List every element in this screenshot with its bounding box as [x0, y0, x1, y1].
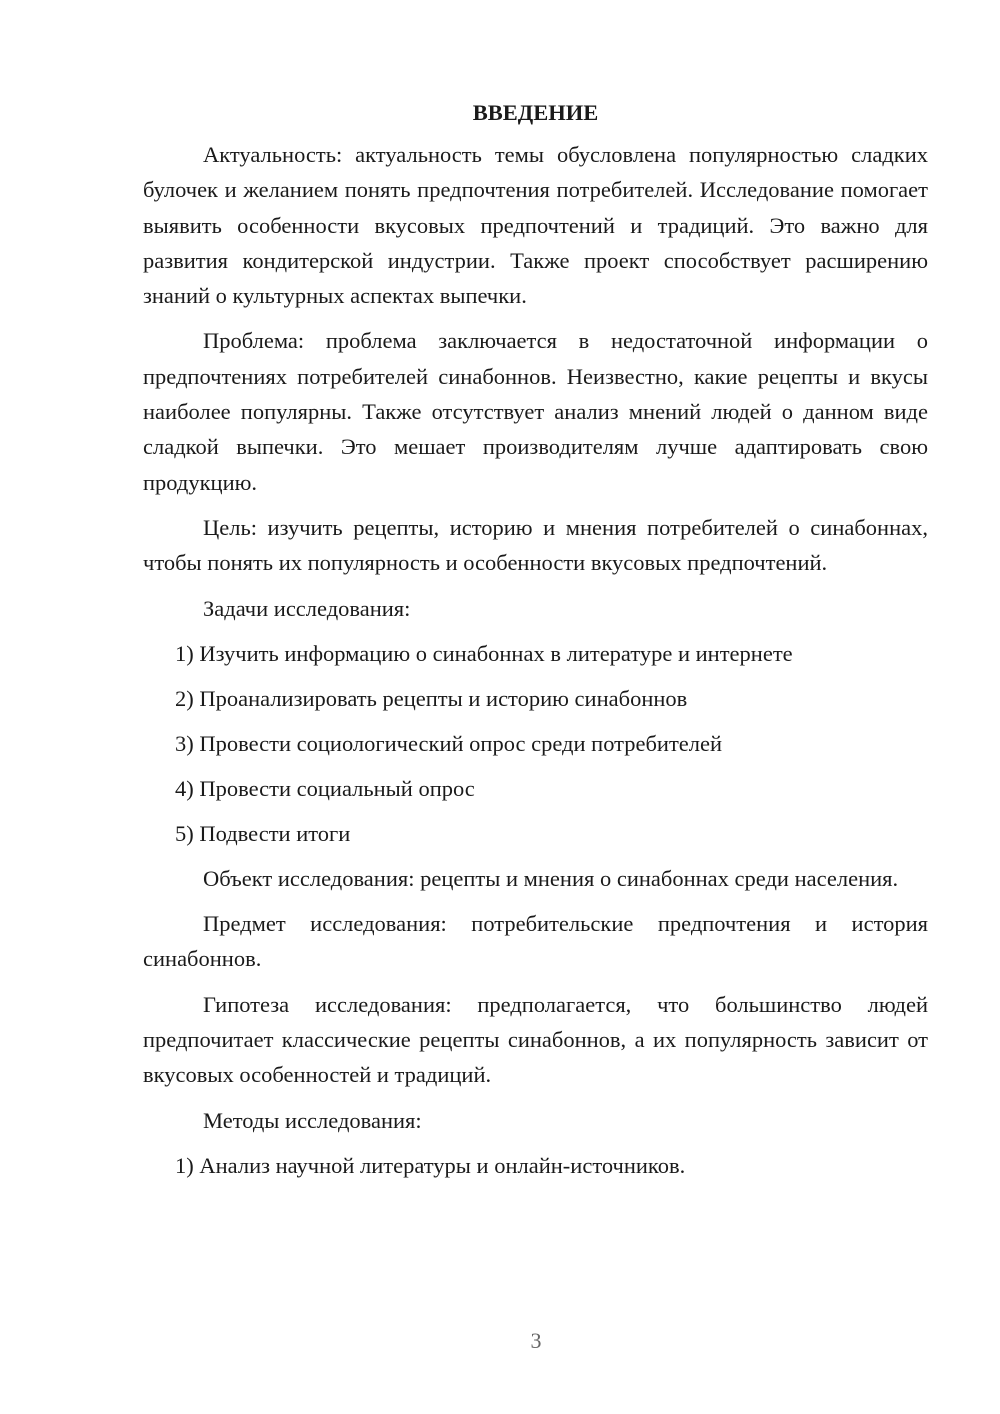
list-item: 5) Подвести итоги	[175, 820, 351, 846]
page-content	[143, 95, 928, 1193]
methods-heading: Методы исследования:	[203, 1107, 422, 1133]
list-item: 1) Изучить информацию о синабоннах в литературе и интернете	[175, 640, 793, 666]
problem-paragraph: Проблема: проблема заключается в недостаточной информации о предпочтениях потребителей синабоннов. Неизвестно, какие рецепты и вкусы наиболее популярны. Также отсутствует анализ мнений людей о данном виде сладкой выпечки. Это мешает производителям лучше адаптировать свою продукцию.	[143, 328, 928, 495]
subject-paragraph: Предмет исследования: потребительские предпочтения и история синабоннов.	[143, 911, 928, 972]
hypothesis-paragraph: Гипотеза исследования: предполагается, что большинство людей предпочитает классические рецепты синабоннов, а их популярность зависит от вкусовых особенностей и традиций.	[143, 991, 928, 1088]
tasks-list	[143, 636, 928, 851]
list-item: 4) Провести социальный опрос	[175, 775, 475, 801]
list-item: 1) Анализ научной литературы и онлайн-источников.	[175, 1152, 686, 1178]
object-paragraph: Объект исследования: рецепты и мнения о синабоннах среди населения.	[203, 865, 899, 891]
goal-paragraph: Цель: изучить рецепты, историю и мнения потребителей о синабоннах, чтобы понять их популярность и особенности вкусовых предпочтений.	[143, 514, 928, 576]
page-number: 3	[530, 1328, 542, 1353]
page-title: ВВЕДЕНИЕ	[472, 100, 599, 125]
list-item: 3) Провести социологический опрос среди потребителей	[175, 730, 723, 756]
relevance-paragraph: Актуальность: актуальность темы обусловлена популярностью сладких булочек и желанием понять предпочтения потребителей. Исследование помогает выявить особенности вкусовых предпочтений и традиций. Это важно для развития кондитерской индустрии. Также проект способствует расширению знаний о культурных аспектах выпечки.	[143, 142, 928, 309]
methods-list	[143, 1148, 928, 1183]
list-item: 2) Проанализировать рецепты и историю синабоннов	[175, 685, 688, 711]
tasks-heading: Задачи исследования:	[203, 595, 411, 621]
